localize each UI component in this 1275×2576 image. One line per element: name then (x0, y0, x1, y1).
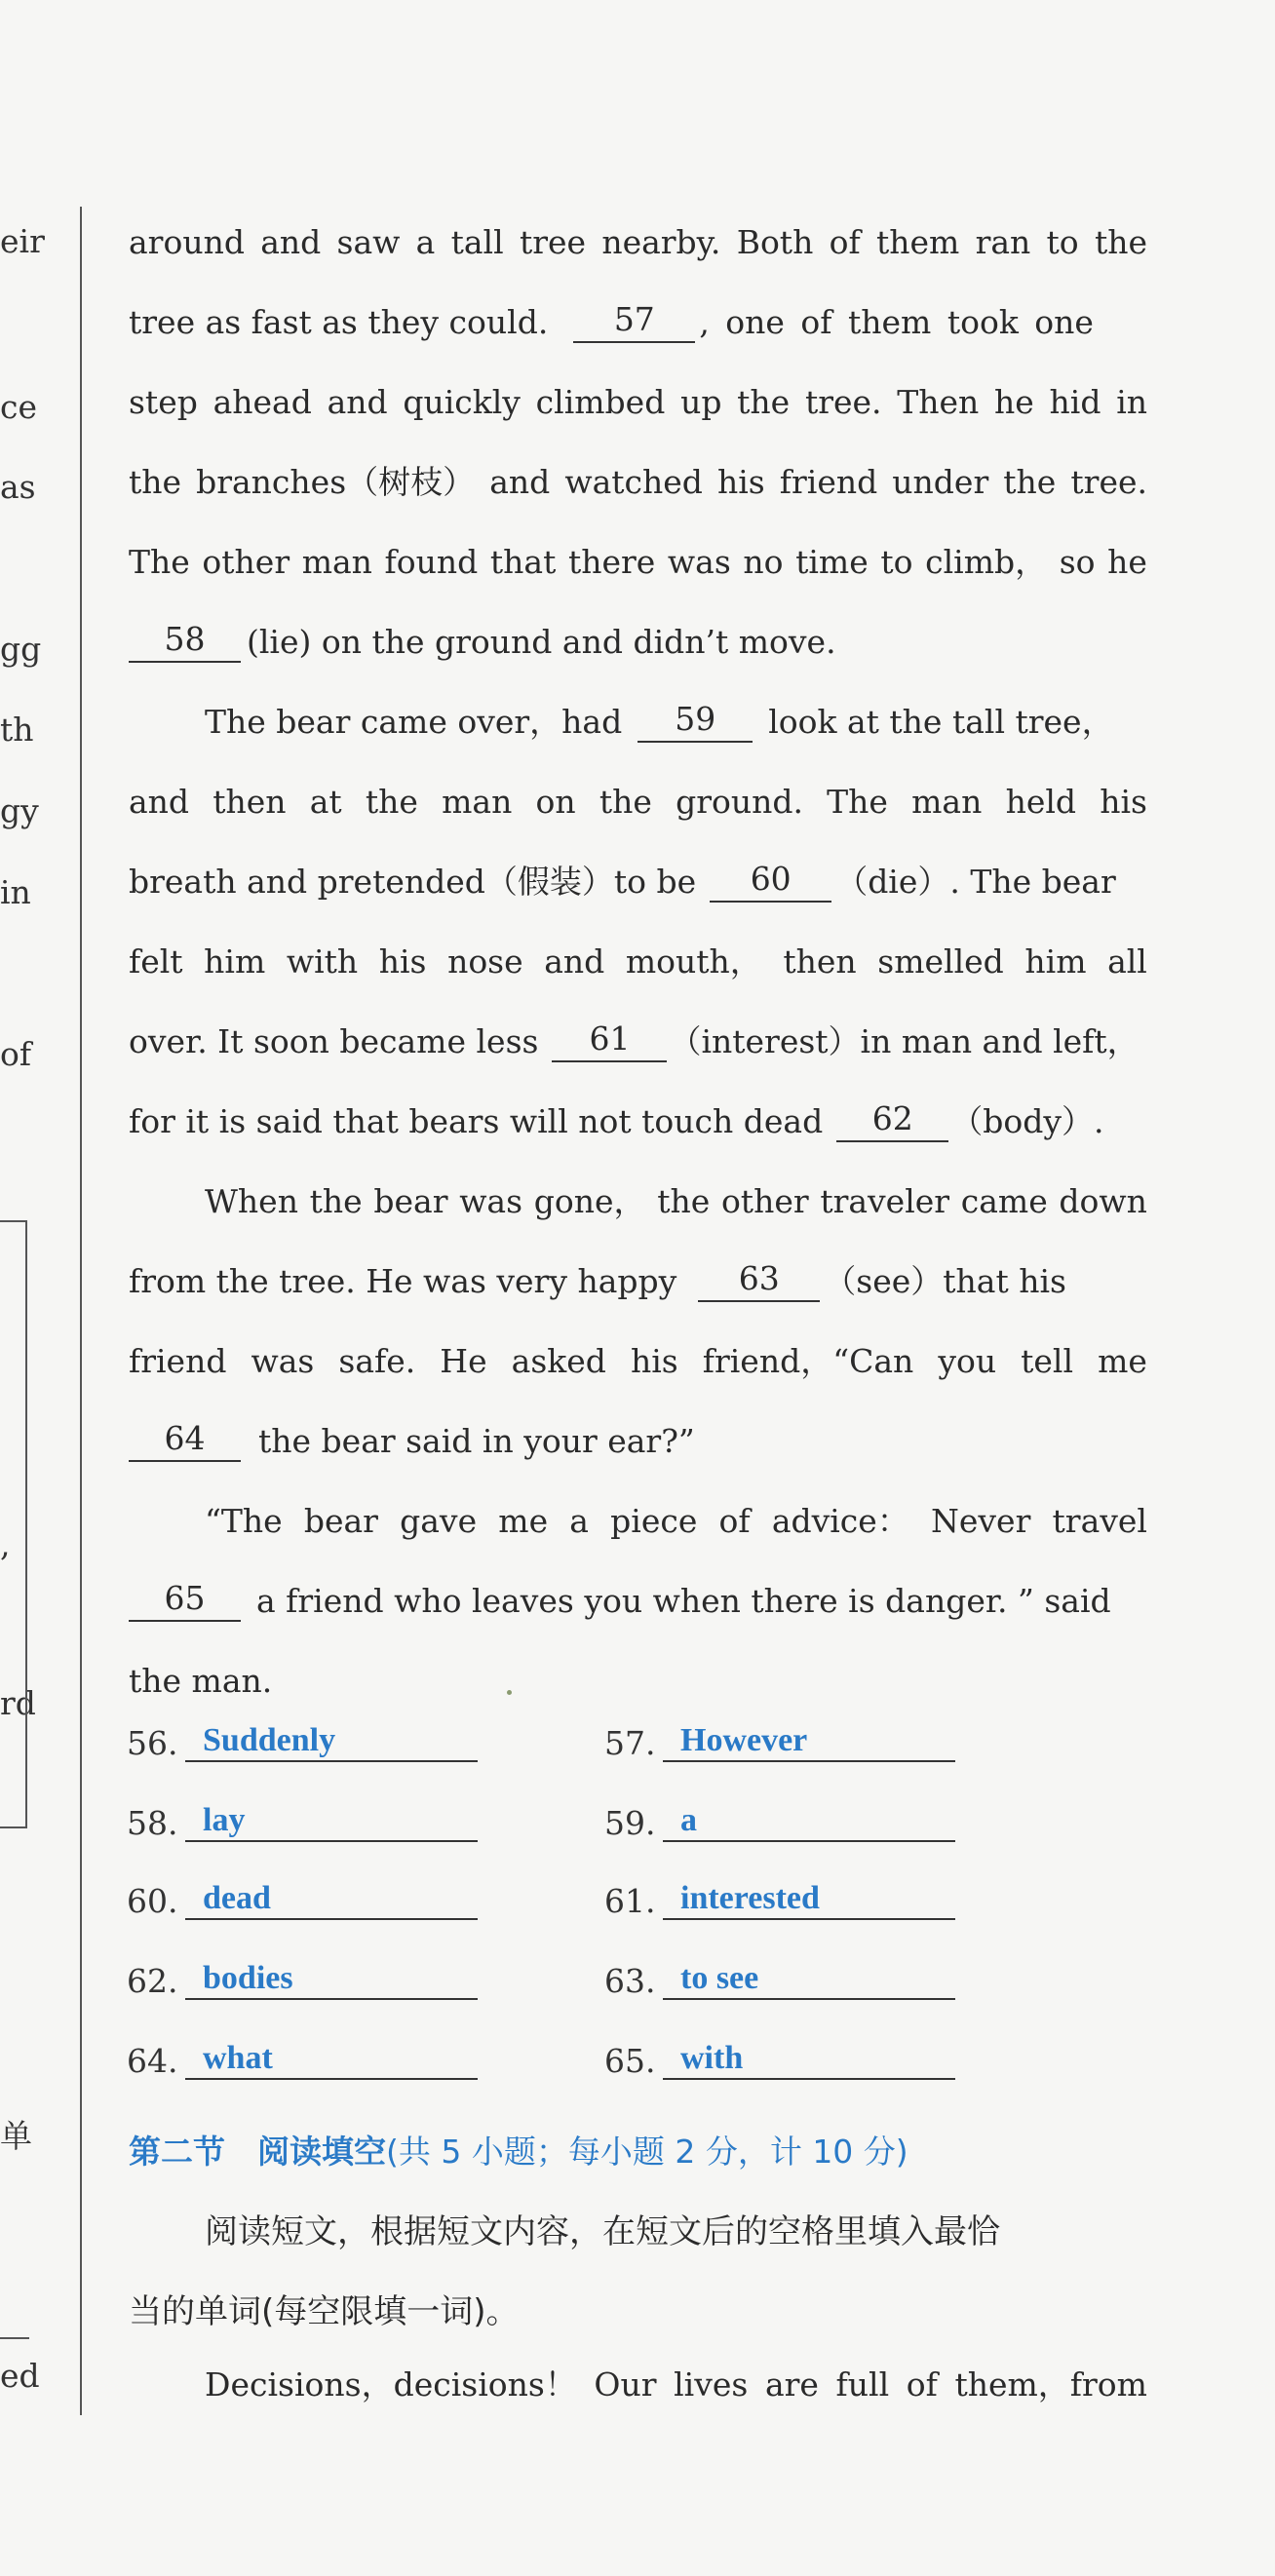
answer-number: 56. (127, 1724, 178, 1762)
passage-word: under (892, 463, 989, 501)
left-column-fragment: th (0, 711, 34, 749)
answer-row (127, 1957, 478, 2000)
blank-63: 63 (698, 1261, 820, 1302)
blank-61: 61 (552, 1021, 667, 1062)
passage-word: hid (1049, 383, 1101, 421)
left-column-fragment: ce (0, 388, 38, 426)
passage-word: Our (594, 2365, 657, 2403)
blank-59: 59 (638, 702, 753, 743)
passage-line (129, 222, 1147, 263)
answer-text: what (185, 2039, 478, 2080)
answer-text: with (663, 2039, 955, 2080)
answer-text: dead (185, 1879, 478, 1920)
passage-word: was (251, 1342, 315, 1380)
passage-line (129, 1341, 1147, 1382)
passage-word: ran (975, 223, 1031, 261)
passage-word: man (442, 783, 513, 821)
passage-word: “The (205, 1502, 283, 1540)
passage-word: the (129, 463, 182, 501)
left-column-fragment: ed (0, 2357, 40, 2395)
instruction-text: 当的单词(每空限填一词)。 (129, 2292, 520, 2331)
passage-word: Then (897, 383, 980, 421)
passage-word: you (938, 1342, 997, 1380)
passage-word: ahead (212, 383, 312, 421)
passage-word: saw (336, 223, 401, 261)
passage-word: step (129, 383, 198, 421)
passage-word: The (827, 783, 888, 821)
passage-word: the (365, 783, 418, 821)
passage-word: his (716, 463, 765, 501)
passage-word: ground. (676, 783, 803, 821)
passage-line (129, 1661, 1147, 1702)
passage-word: tall (450, 223, 504, 261)
answer-number: 58. (127, 1804, 178, 1842)
answer-number: 60. (127, 1882, 178, 1920)
answer-row (127, 1799, 478, 1842)
passage-word: quickly (403, 383, 521, 421)
answer-row (604, 1799, 955, 1842)
answer-number: 63. (604, 1962, 656, 2000)
passage-word: Decisions，decisions！ (205, 2365, 577, 2403)
passage-word: tree. (1070, 463, 1147, 501)
passage-word: so (1059, 543, 1096, 581)
passage-word: and (327, 383, 388, 421)
passage-word: the (1094, 223, 1147, 261)
passage-word: lives (674, 2365, 749, 2403)
column-divider (80, 207, 82, 2415)
passage-word: of (718, 1502, 751, 1540)
passage-line (129, 1021, 1147, 1062)
passage-text: (lie) on the ground and didn’t move. (247, 623, 836, 661)
passage-text: the man. (129, 1662, 273, 1700)
blank-62: 62 (836, 1101, 948, 1142)
passage-word: that (489, 543, 557, 581)
passage-word: watched (564, 463, 703, 501)
passage-word: nearby. (601, 223, 721, 261)
passage-word: his (378, 942, 427, 980)
blank-60: 60 (710, 862, 831, 903)
passage-word: him (204, 942, 266, 980)
passage-word: felt (129, 942, 183, 980)
passage-word: me (1098, 1342, 1147, 1380)
passage-word: smelled (877, 942, 1004, 980)
passage-word: came (960, 1182, 1048, 1220)
passage-line (205, 702, 1147, 743)
passage-word: up (680, 383, 722, 421)
passage-word: the (309, 1182, 363, 1220)
passage-word: friend，“Can (702, 1342, 914, 1380)
answer-number: 62. (127, 1962, 178, 2000)
left-column-fragment: in (0, 873, 31, 911)
passage-word: gave (400, 1502, 478, 1540)
answer-number: 59. (604, 1804, 656, 1842)
passage-line (205, 1181, 1147, 1222)
left-column-box (0, 1220, 27, 1828)
passage-word: was (667, 543, 731, 581)
passage-line (129, 1261, 1147, 1302)
answer-row (604, 2037, 955, 2080)
passage-word: are (764, 2365, 819, 2403)
passage-word: branches（树枝） (196, 463, 476, 501)
passage-text: over. It soon became less (129, 1022, 539, 1060)
passage-word: mouth， (625, 942, 762, 980)
passage-line (129, 942, 1147, 982)
passage-text: （interest）in man and left， (669, 1022, 1140, 1060)
passage-text: from the tree. He was very happy (129, 1262, 677, 1300)
passage-word: he (994, 383, 1034, 421)
passage-line (205, 2365, 1147, 2405)
passage-word: he (1107, 543, 1147, 581)
passage-word: Never (931, 1502, 1031, 1540)
passage-word: a (569, 1502, 589, 1540)
passage-word: with (286, 942, 359, 980)
passage-text: tree as fast as they could. (129, 303, 549, 341)
passage-word: and (260, 223, 322, 261)
instruction-text: 阅读短文，根据短文内容，在短文后的空格里填入最恰 (205, 2212, 1000, 2251)
passage-line (129, 622, 1147, 663)
passage-line (129, 462, 1147, 503)
passage-word: his (630, 1342, 678, 1380)
passage-word: around (129, 223, 245, 261)
passage-word: then (783, 942, 857, 980)
answer-row (127, 1877, 478, 1920)
passage-word: the (599, 783, 652, 821)
passage-word: Both (736, 223, 814, 261)
answer-text: bodies (185, 1959, 478, 2000)
passage-word: there (567, 543, 656, 581)
answer-text: to see (663, 1959, 955, 2000)
passage-word: man (301, 543, 372, 581)
passage-text: （see）that his (824, 1262, 1066, 1300)
passage-word: travel (1052, 1502, 1147, 1540)
passage-word: and (544, 942, 605, 980)
passage-word: of (906, 2365, 938, 2403)
passage-line (129, 302, 1147, 343)
passage-word: held (1005, 783, 1077, 821)
passage-line (205, 1501, 1147, 1542)
left-column-fragment: gg (0, 630, 42, 668)
answer-number: 65. (604, 2042, 656, 2080)
passage-word: in (1116, 383, 1147, 421)
answer-text: interested (663, 1879, 955, 1920)
passage-word: man (911, 783, 983, 821)
passage-word: the (737, 383, 791, 421)
answer-number: 64. (127, 2042, 178, 2080)
passage-word: a (415, 223, 436, 261)
passage-word: advice： (771, 1502, 909, 1540)
passage-word: climbed (535, 383, 666, 421)
passage-word: other (202, 543, 290, 581)
answer-row (604, 1719, 955, 1762)
passage-text: , one of them took one (699, 303, 1094, 341)
passage-word: them (875, 223, 960, 261)
blank-64: 64 (129, 1421, 241, 1462)
passage-word: to (880, 543, 913, 581)
passage-word: tree (519, 223, 587, 261)
blank-57: 57 (573, 302, 695, 343)
left-column-fragment: as (0, 468, 36, 506)
left-column-fragment: , (0, 1525, 11, 1563)
passage-line (129, 542, 1147, 583)
left-column-fragment: eir (0, 222, 45, 260)
passage-word: his (1100, 783, 1147, 821)
passage-word: safe. (338, 1342, 416, 1380)
passage-word: friend (779, 463, 878, 501)
passage-word: the (1003, 463, 1057, 501)
passage-word: traveler (820, 1182, 950, 1220)
passage-word: on (535, 783, 576, 821)
passage-word: friend (129, 1342, 227, 1380)
passage-word: no (743, 543, 784, 581)
passage-text: for it is said that bears will not touch dead (129, 1102, 824, 1140)
passage-word: climb， (925, 543, 1048, 581)
passage-line (129, 782, 1147, 823)
answer-row (604, 1957, 955, 2000)
passage-text: look at the tall tree， (768, 703, 1114, 741)
answer-number: 57. (604, 1724, 656, 1762)
blank-58: 58 (129, 622, 241, 663)
passage-text: （body）. (950, 1102, 1104, 1140)
passage-text: The bear came over，had (205, 703, 623, 741)
ink-speck (507, 1690, 512, 1695)
passage-word: and (489, 463, 551, 501)
passage-line (129, 1101, 1147, 1142)
passage-word: the (657, 1182, 711, 1220)
left-column-fragment: rd (0, 1684, 36, 1722)
passage-word: down (1059, 1182, 1147, 1220)
passage-text: breath and pretended（假装）to be (129, 863, 697, 901)
passage-word: When (205, 1182, 298, 1220)
passage-word: tell (1021, 1342, 1074, 1380)
passage-word: full (835, 2365, 890, 2403)
passage-word: asked (511, 1342, 606, 1380)
passage-word: to (1046, 223, 1079, 261)
answer-row (127, 1719, 478, 1762)
passage-word: gone， (533, 1182, 646, 1220)
passage-word: and (129, 783, 190, 821)
passage-line (129, 862, 1147, 903)
passage-word: all (1107, 942, 1147, 980)
passage-line (129, 1421, 1147, 1462)
section-title: 第二节 阅读填空 (129, 2133, 386, 2171)
passage-word: nose (447, 942, 523, 980)
passage-text: the bear said in your ear?” (258, 1422, 695, 1460)
left-column-fragment: of (0, 1035, 32, 1073)
passage-line (129, 382, 1147, 423)
passage-word: at (309, 783, 342, 821)
answer-row (127, 2037, 478, 2080)
blank-65: 65 (129, 1581, 241, 1622)
passage-word: He (440, 1342, 487, 1380)
passage-text: （die）. The bear (835, 863, 1116, 901)
answer-number: 61. (604, 1882, 656, 1920)
left-column-fragment: gy (0, 791, 39, 829)
passage-word: me (498, 1502, 549, 1540)
answer-row (604, 1877, 955, 1920)
passage-word: him (1024, 942, 1087, 980)
answer-text: Suddenly (185, 1721, 478, 1762)
passage-word: The (129, 543, 190, 581)
passage-line (129, 1581, 1147, 1622)
answer-text: lay (185, 1801, 478, 1842)
passage-word: found (384, 543, 479, 581)
passage-word: tree. (804, 383, 882, 421)
answer-text: a (663, 1801, 955, 1842)
passage-text: a friend who leaves you when there is danger. ” said (256, 1582, 1111, 1620)
section-heading (129, 2127, 908, 2172)
passage-word: bear (373, 1182, 448, 1220)
section-detail: (共 5 小题；每小题 2 分，计 10 分) (386, 2133, 908, 2171)
passage-word: time (795, 543, 869, 581)
passage-word: other (720, 1182, 809, 1220)
passage-word: then (212, 783, 287, 821)
left-column-fragment: 单 (0, 2117, 32, 2155)
passage-word: bear (303, 1502, 378, 1540)
passage-word: was (459, 1182, 523, 1220)
left-column-rule (0, 2337, 29, 2339)
passage-word: them，from (954, 2365, 1147, 2403)
passage-word: piece (610, 1502, 698, 1540)
answer-text: However (663, 1721, 955, 1762)
passage-word: of (829, 223, 861, 261)
